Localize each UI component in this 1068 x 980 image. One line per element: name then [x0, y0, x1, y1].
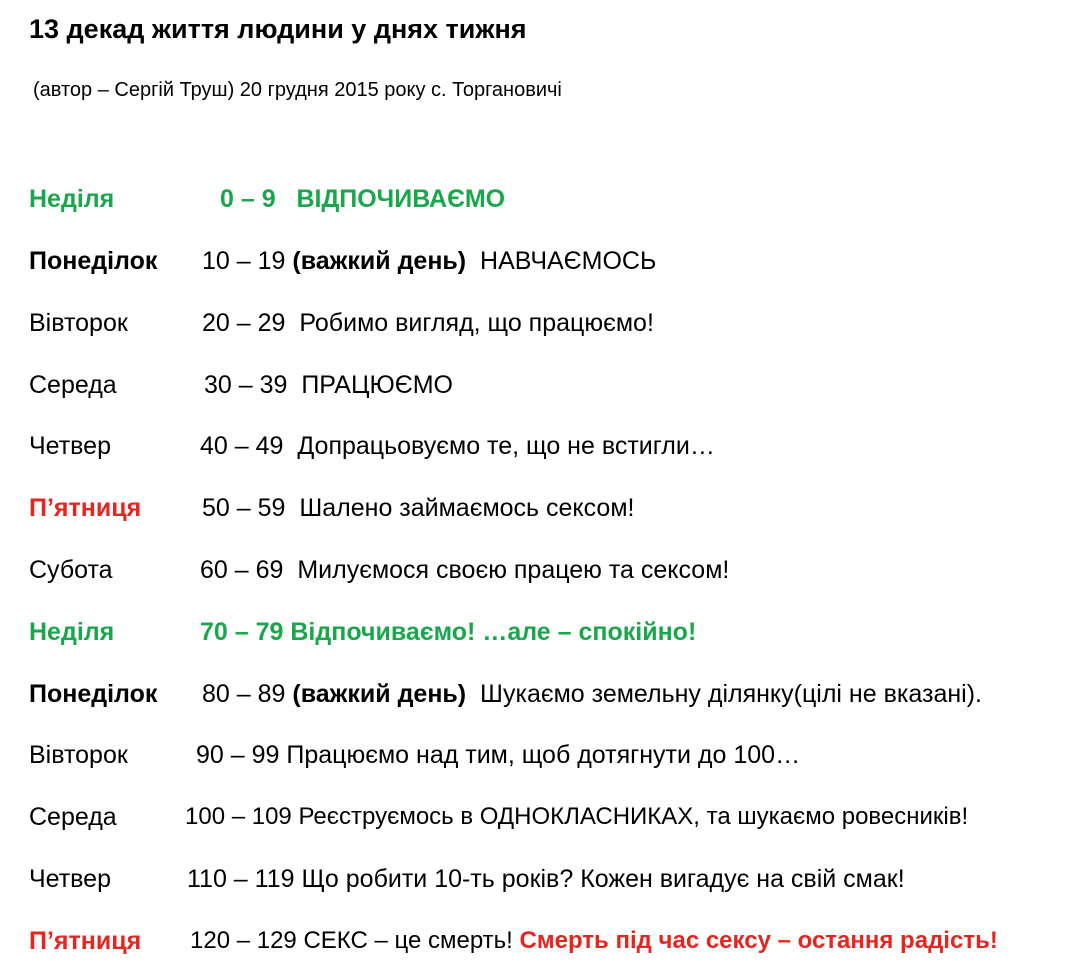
day-label: Четвер [29, 865, 111, 893]
day-label: Субота [29, 556, 113, 584]
day-label: Понеділок [29, 247, 158, 275]
decade-activity: Працюємо над тим, щоб дотягнути до 100… [286, 741, 801, 769]
decade-note: (важкий день) [292, 680, 467, 708]
decade-range: 100 – 109 [185, 803, 292, 830]
decade-row-friday-2 [0, 921, 1068, 961]
decade-description [202, 674, 982, 714]
day-label: П’ятниця [29, 494, 142, 522]
decade-description [202, 303, 654, 343]
decade-description [202, 241, 656, 281]
decade-range: 70 – 79 [200, 618, 284, 646]
decade-range: 30 – 39 [204, 371, 288, 399]
decade-description [202, 488, 634, 528]
decade-activity: Реєструємось в ОДНОКЛАСНИКАХ, та шукаємо ровесників! [298, 803, 969, 830]
decade-row-thursday-2 [0, 859, 1068, 899]
decade-note: (важкий день) [292, 247, 467, 275]
decade-range: 80 – 89 [202, 680, 286, 708]
document-subtitle: (автор – Сергій Труш) 20 грудня 2015 року с. Торгановичі [33, 79, 562, 101]
decade-row-monday-2 [0, 674, 1068, 714]
decade-activity: Шалено займаємось сексом! [299, 494, 635, 522]
decade-description [200, 426, 715, 466]
decade-row-tuesday-2 [0, 735, 1068, 775]
decade-activity: Шукаємо земельну ділянку(цілі не вказані). [480, 680, 982, 708]
decade-description [204, 365, 453, 405]
decade-range: 20 – 29 [202, 309, 286, 337]
decade-activity: ВІДПОЧИВАЄМО [296, 185, 506, 213]
decade-range: 50 – 59 [202, 494, 286, 522]
decade-row-tuesday-1 [0, 303, 1068, 343]
decade-activity: Робимо вигляд, що працюємо! [299, 309, 654, 337]
decade-row-sunday-2 [0, 612, 1068, 652]
day-label: Понеділок [29, 680, 158, 708]
day-label: Вівторок [29, 741, 128, 769]
day-label: Неділя [29, 185, 115, 213]
decade-range: 90 – 99 [196, 741, 280, 769]
decade-activity-emphasis: Смерть під час сексу – остання радість! [519, 927, 998, 954]
day-label: П’ятниця [29, 927, 142, 955]
decade-row-friday-1 [0, 488, 1068, 528]
decade-row-sunday-1 [0, 179, 1068, 219]
decade-range: 60 – 69 [200, 556, 284, 584]
decade-row-monday-1 [0, 241, 1068, 281]
decade-row-wednesday-1 [0, 365, 1068, 405]
decade-activity: Милуємося своєю працею та сексом! [297, 556, 730, 584]
document-title: 13 декад життя людини у днях тижня [29, 14, 527, 44]
decade-description [220, 179, 505, 219]
decade-range: 40 – 49 [200, 432, 284, 460]
decade-activity: Що робити 10-ть років? Кожен вигадує на свій смак! [301, 865, 905, 893]
decade-description [187, 859, 905, 899]
decade-activity: Допрацьовуємо те, що не встигли… [297, 432, 715, 460]
decade-description [200, 550, 729, 590]
decade-range: 10 – 19 [202, 247, 286, 275]
decade-description [200, 612, 696, 652]
decade-activity: ПРАЦЮЄМО [301, 371, 453, 399]
decade-description [190, 921, 998, 961]
decade-range: 120 – 129 [190, 927, 297, 954]
day-label: Середа [29, 371, 117, 399]
day-label: Вівторок [29, 309, 128, 337]
decade-range: 110 – 119 [187, 865, 295, 893]
decade-activity: СЕКС – це смерть! [303, 927, 513, 954]
day-label: Неділя [29, 618, 115, 646]
decade-description [185, 797, 968, 837]
decade-activity: НАВЧАЄМОСЬ [480, 247, 657, 275]
decade-row-wednesday-2 [0, 797, 1068, 837]
day-label: Середа [29, 803, 117, 831]
decade-description [196, 735, 800, 775]
day-label: Четвер [29, 432, 111, 460]
decade-row-thursday-1 [0, 426, 1068, 466]
decade-range: 0 – 9 [220, 185, 276, 213]
decade-activity: Відпочиваємо! …але – спокійно! [290, 618, 697, 646]
decade-row-saturday-1 [0, 550, 1068, 590]
